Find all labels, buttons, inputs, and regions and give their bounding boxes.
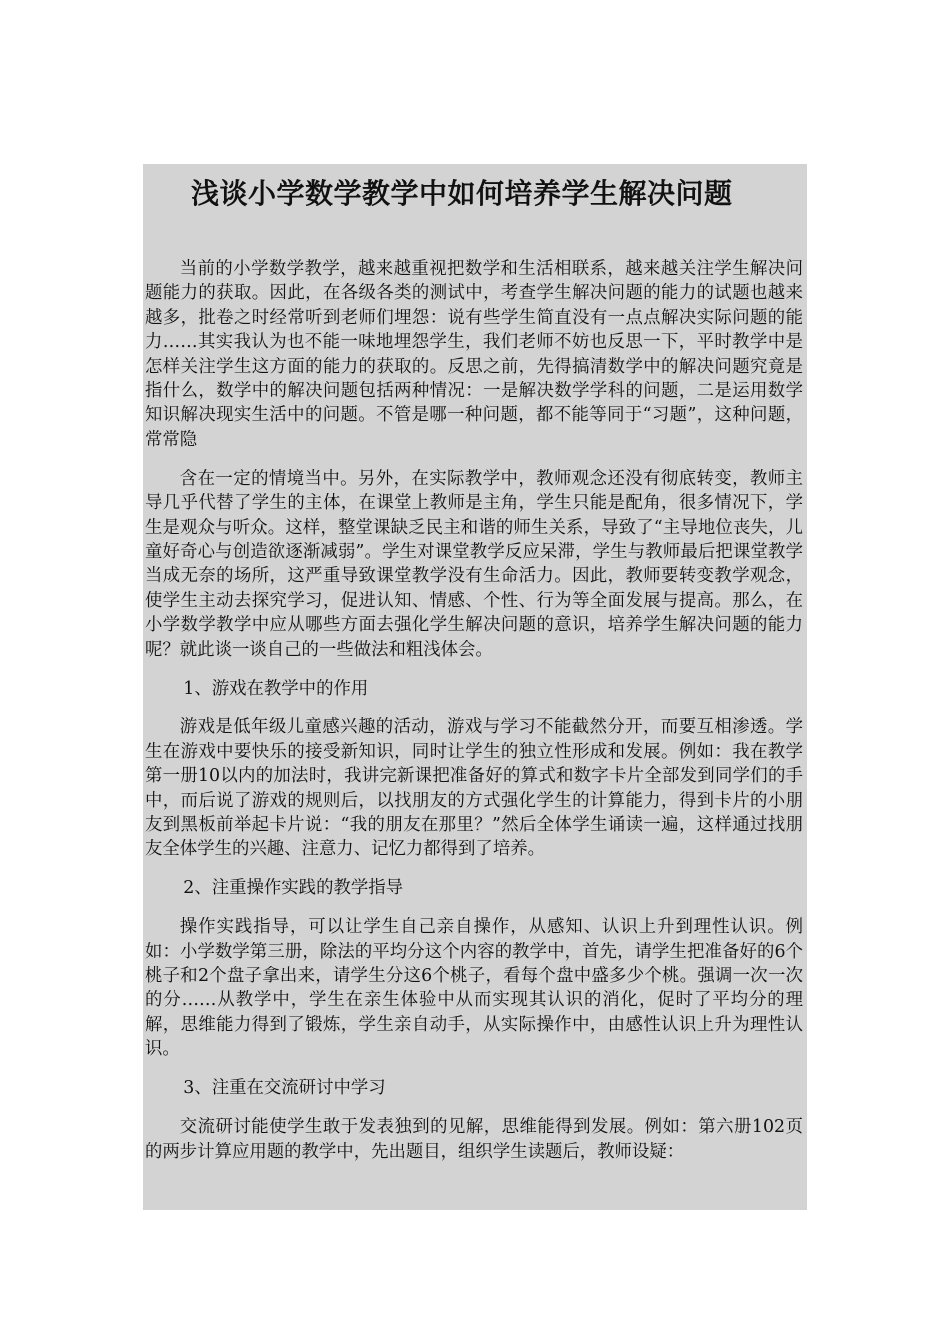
document-title: 浅谈小学数学教学中如何培养学生解决问题 [191,177,733,210]
section-2-heading: 2、注重操作实践的教学指导 [183,878,404,899]
document-body [145,257,803,1178]
intro-paragraph-1: 当前的小学数学教学，越来越重视把数学和生活相联系，越来越关注学生解决问题能力的获取。因此，在各级各类的测试中，考查学生解决问题的能力的试题也越来越多，批卷之时经常听到老师们埋怨：说有些学生简直没有一点点解决实际问题的能力……其实我认为也不能一味地埋怨学生，我们老师不妨也反思一下，平时教学中是怎样关注学生这方面的能力的获取的。反思之前，先得搞清数学中的解决问题究竟是指什么，数学中的解决问题包括两种情况：一是解决数学学科的问题，二是运用数学知识解决现实生活中的问题。不管是哪一种问题，都不能等同于“习题”，这种问题，常常隐 [145,259,803,450]
intro-paragraph-2: 含在一定的情境当中。另外，在实际教学中，教师观念还没有彻底转变，教师主导几乎代替了学生的主体，在课堂上教师是主角，学生只能是配角，很多情况下，学生是观众与听众。这样，整堂课缺乏民主和谐的师生关系，导致了“主导地位丧失，儿童好奇心与创造欲逐渐减弱”。学生对课堂教学反应呆滞，学生与教师最后把课堂教学当成无奈的场所，这严重导致课堂教学没有生命活力。因此，教师要转变教学观念，使学生主动去探究学习，促进认知、情感、个性、行为等全面发展与提高。那么，在小学数学教学中应从哪些方面去强化学生解决问题的意识，培养学生解决问题的能力呢？就此谈一谈自己的一些做法和粗浅体会。 [145,468,803,660]
section-1-paragraph: 游戏是低年级儿童感兴趣的活动，游戏与学习不能截然分开，而要互相渗透。学生在游戏中要快乐的接受新知识，同时让学生的独立性形成和发展。例如：我在教学第一册10以内的加法时，我讲完新课把准备好的算式和数字卡片全部发到同学们的手中，而后说了游戏的规则后，以找朋友的方式强化学生的计算能力，得到卡片的小朋友到黑板前举起卡片说：“我的朋友在那里？”然后全体学生诵读一遍，这样通过找朋友全体学生的兴趣、注意力、记忆力都得到了培养。 [145,717,803,860]
section-1-heading: 1、游戏在教学中的作用 [183,678,369,699]
document-page [143,164,807,1210]
section-2-paragraph: 操作实践指导，可以让学生自己亲自操作，从感知、认识上升到理性认识。例如：小学数学第三册，除法的平均分这个内容的教学中，首先，请学生把准备好的6个桃子和2个盘子拿出来，请学生分这6个桃子，看每个盘中盛多少个桃。强调一次一次的分……从教学中，学生在亲生体验中从而实现其认识的消化，促时了平均分的理解，思维能力得到了锻炼，学生亲自动手，从实际操作中，由感性认识上升为理性认识。 [145,917,803,1060]
section-3-paragraph: 交流研讨能使学生敢于发表独到的见解，思维能得到发展。例如：第六册102页的两步计算应用题的教学中，先出题目，组织学生读题后，教师设疑： [145,1117,803,1162]
section-3-heading: 3、注重在交流研讨中学习 [183,1078,386,1099]
